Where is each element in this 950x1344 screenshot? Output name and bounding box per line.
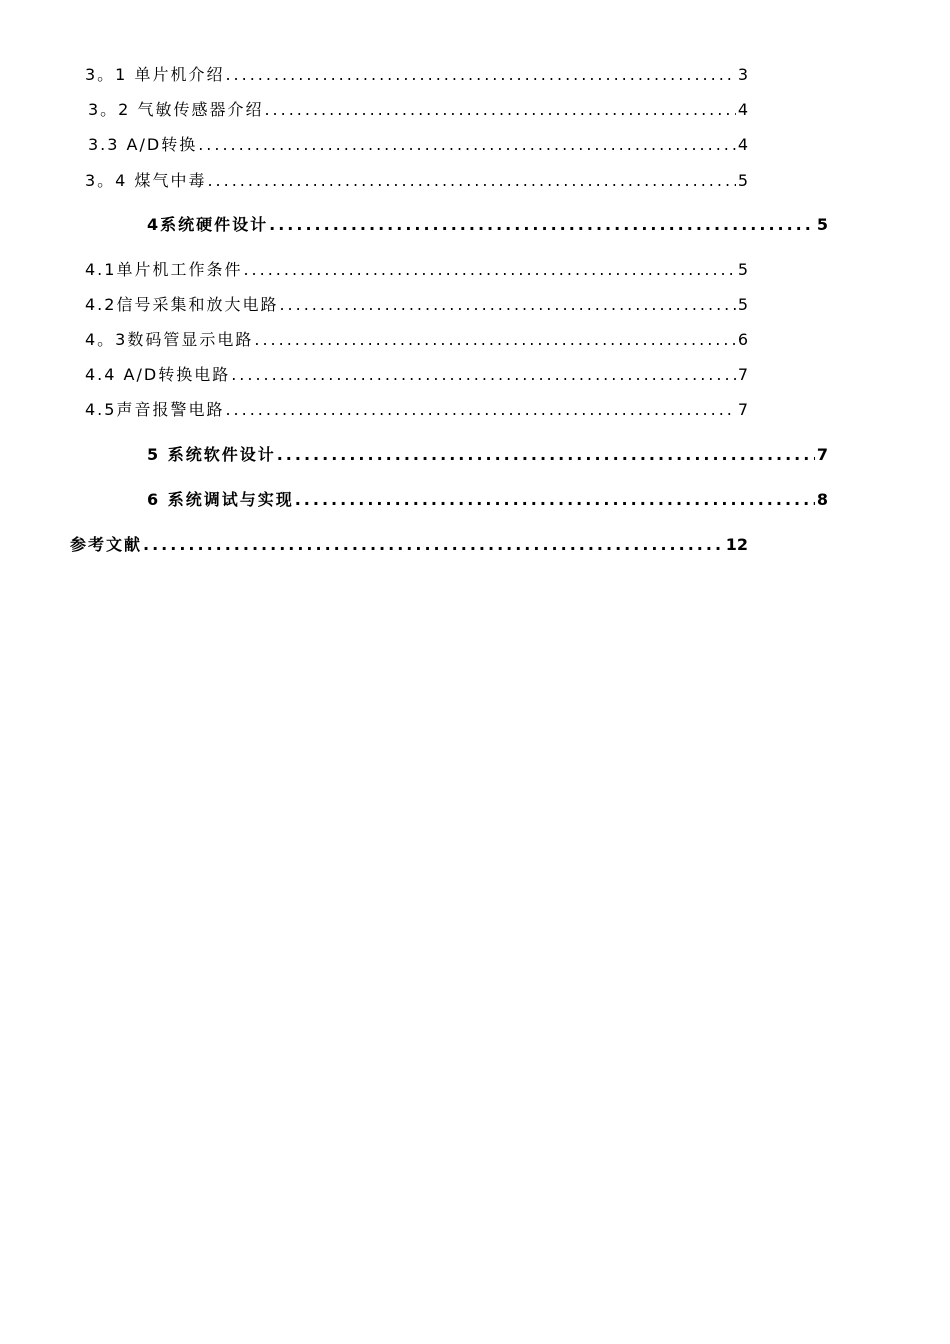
toc-entry-4-1[interactable] [85,257,748,283]
toc-entry-4[interactable] [147,212,828,238]
toc-entry-title: 4.2信号采集和放大电路 [85,295,279,314]
toc-dot-leader [295,487,815,513]
toc-page-number: 5 [737,260,748,279]
toc-entry-3-2[interactable] [88,97,748,123]
toc-dot-leader [207,168,735,194]
toc-page-number: 5 [737,171,748,190]
toc-entry-title: 6 系统调试与实现 [147,490,294,509]
toc-page-number: 5 [737,295,748,314]
toc-page-number: 4 [737,135,748,154]
toc-dot-leader [243,257,735,283]
toc-entry-title: 4系统硬件设计 [147,215,269,234]
toc-entry-3-1[interactable] [85,62,748,88]
toc-page-number: 3 [737,65,748,84]
toc-dot-leader [264,97,735,123]
toc-dot-leader [225,397,735,423]
toc-entry-title: 5 系统软件设计 [147,445,276,464]
toc-page-number: 4 [737,100,748,119]
toc-page-number: 7 [737,400,748,419]
toc-dot-leader [277,442,815,468]
toc-entry-title: 4。3数码管显示电路 [85,330,254,349]
toc-entry-title: 3.3 A/D转换 [88,135,198,154]
toc-dot-leader [198,132,736,158]
toc-dot-leader [231,362,736,388]
toc-page-number: 7 [816,445,828,464]
toc-page-number: 8 [816,490,828,509]
toc-entry-title: 3。2 气敏传感器介绍 [88,100,264,119]
toc-entry-title: 4.4 A/D转换电路 [85,365,231,384]
toc-entry-5[interactable] [147,442,828,468]
toc-dot-leader [269,212,815,238]
toc-dot-leader [254,327,735,353]
toc-entry-references[interactable] [70,532,748,558]
toc-entry-4-5[interactable] [85,397,748,423]
toc-dot-leader [279,292,735,318]
toc-entry-4-2[interactable] [85,292,748,318]
toc-page-number: 12 [725,535,748,554]
toc-page-number: 5 [816,215,828,234]
toc-entry-4-3[interactable] [85,327,748,353]
toc-dot-leader [143,532,724,558]
toc-entry-title: 3。1 单片机介绍 [85,65,225,84]
toc-page-number: 6 [737,330,748,349]
toc-dot-leader [225,62,735,88]
toc-entry-title: 3。4 煤气中毒 [85,171,207,190]
toc-page-number: 7 [737,365,748,384]
toc-entry-3-4[interactable] [85,168,748,194]
toc-entry-6[interactable] [147,487,828,513]
toc-entry-4-4[interactable] [85,362,748,388]
toc-entry-title: 4.1单片机工作条件 [85,260,243,279]
toc-entry-title: 参考文献 [70,535,143,554]
toc-entry-3-3[interactable] [88,132,748,158]
toc-entry-title: 4.5声音报警电路 [85,400,225,419]
